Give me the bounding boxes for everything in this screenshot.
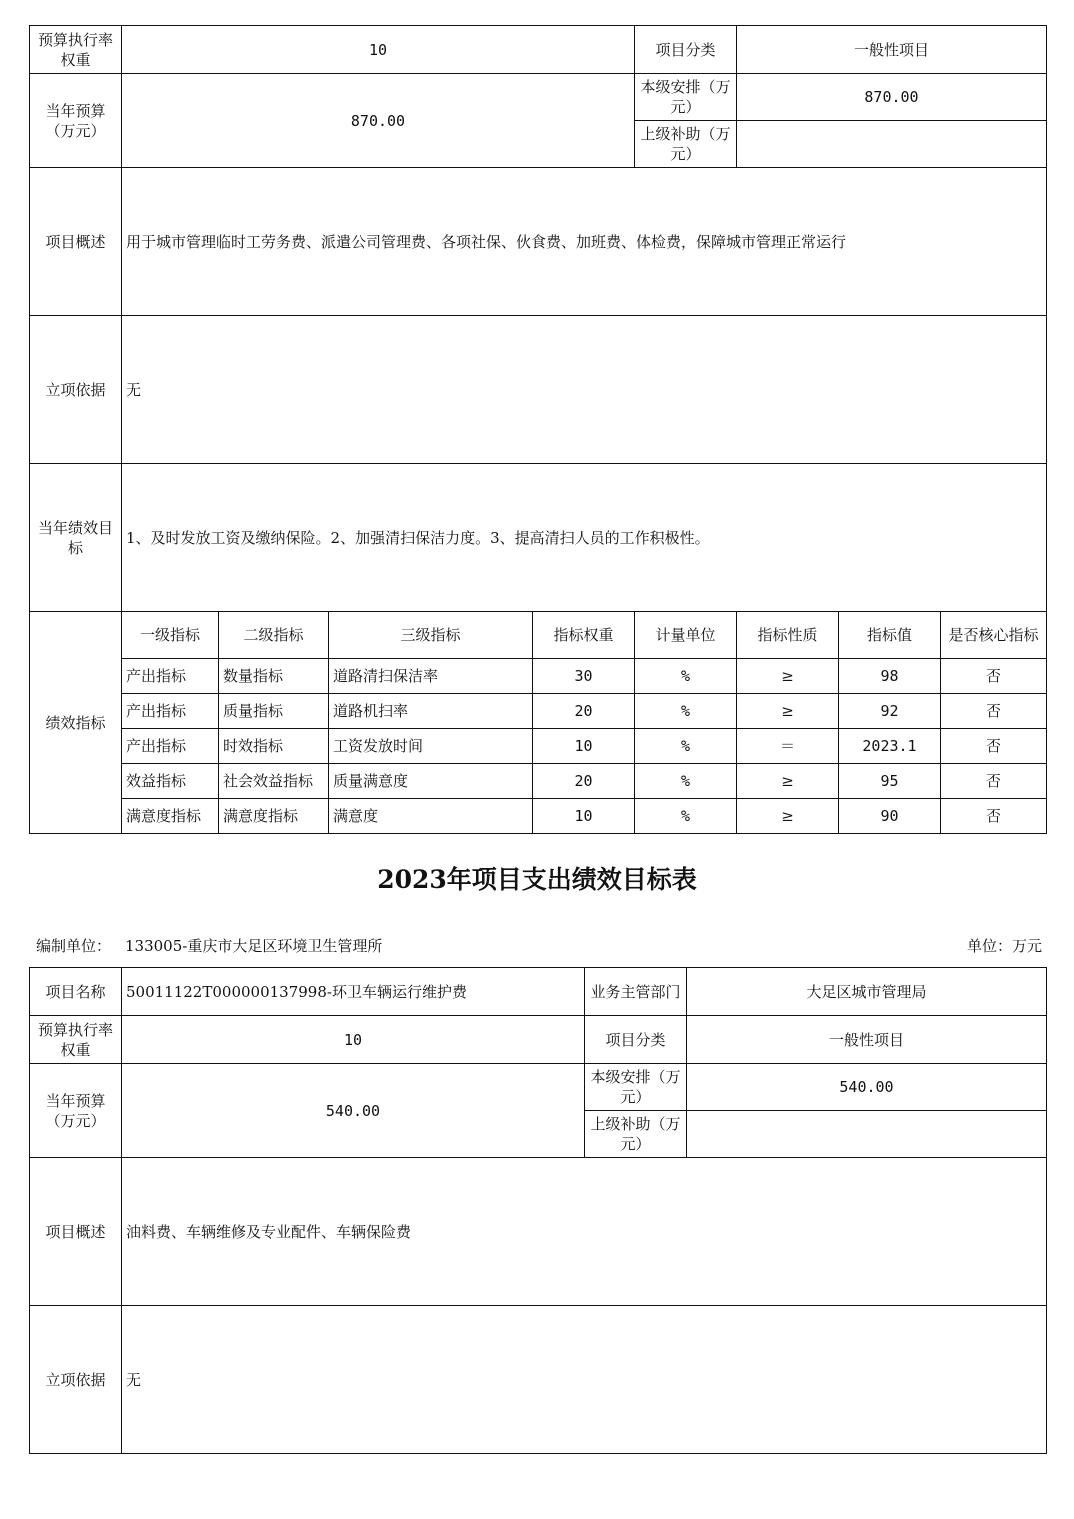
level1-cell: 效益指标 [122, 764, 219, 799]
value-cell: 98 [839, 659, 941, 694]
compiling-unit-label: 编制单位： [36, 937, 112, 955]
upper-label: 上级补助（万元） [585, 1111, 687, 1158]
nature-cell: ≥ [737, 764, 839, 799]
weight-cell: 20 [533, 694, 635, 729]
value-cell: 90 [839, 799, 941, 834]
value-cell: 92 [839, 694, 941, 729]
nature-cell: ≥ [737, 694, 839, 729]
unit-cell: % [635, 659, 737, 694]
header-core: 是否核心指标 [941, 612, 1047, 659]
project-name-value: 50011122T000000137998-环卫车辆运行维护费 [122, 968, 585, 1016]
goal-value: 1、及时发放工资及缴纳保险。2、加强清扫保洁力度。3、提高清扫人员的工作积极性。 [122, 464, 1047, 612]
level2-cell: 质量指标 [219, 694, 329, 729]
basis-value: 无 [122, 316, 1047, 464]
level3-cell: 质量满意度 [329, 764, 533, 799]
level3-cell: 满意度 [329, 799, 533, 834]
header-nature: 指标性质 [737, 612, 839, 659]
indicator-row [30, 659, 1047, 694]
value-cell: 2023.1 [839, 729, 941, 764]
dept-label: 业务主管部门 [585, 968, 687, 1016]
level1-cell: 产出指标 [122, 659, 219, 694]
overview-value: 油料费、车辆维修及专业配件、车辆保险费 [122, 1158, 1047, 1306]
local-value: 540.00 [687, 1064, 1047, 1111]
performance-table-1 [29, 25, 1047, 834]
indicator-row [30, 799, 1047, 834]
core-cell: 否 [941, 799, 1047, 834]
value-cell: 95 [839, 764, 941, 799]
page-title: 2023年项目支出绩效目标表 [377, 865, 697, 894]
budget-label: 当年预算（万元） [30, 74, 122, 168]
basis-label: 立项依据 [30, 1306, 122, 1454]
indicator-row [30, 694, 1047, 729]
dept-value: 大足区城市管理局 [687, 968, 1047, 1016]
weight-cell: 10 [533, 799, 635, 834]
nature-cell: ≥ [737, 799, 839, 834]
header-value: 指标值 [839, 612, 941, 659]
basis-value: 无 [122, 1306, 1047, 1454]
local-label: 本级安排（万元） [585, 1064, 687, 1111]
category-value: 一般性项目 [687, 1016, 1047, 1064]
category-value: 一般性项目 [737, 26, 1047, 74]
indicator-row [30, 764, 1047, 799]
compiling-unit-value: 133005-重庆市大足区环境卫生管理所 [125, 937, 383, 955]
core-cell: 否 [941, 659, 1047, 694]
basis-label: 立项依据 [30, 316, 122, 464]
weight-label: 预算执行率权重 [30, 26, 122, 74]
unit-cell: % [635, 729, 737, 764]
core-cell: 否 [941, 729, 1047, 764]
weight-cell: 30 [533, 659, 635, 694]
upper-label: 上级补助（万元） [635, 121, 737, 168]
currency-unit: 单位：万元 [966, 937, 1042, 955]
unit-cell: % [635, 764, 737, 799]
budget-value: 870.00 [122, 74, 635, 168]
category-label: 项目分类 [635, 26, 737, 74]
header-level2: 二级指标 [219, 612, 329, 659]
project-name-label: 项目名称 [30, 968, 122, 1016]
upper-value [687, 1111, 1047, 1158]
unit-cell: % [635, 799, 737, 834]
weight-cell: 10 [533, 729, 635, 764]
level3-cell: 道路机扫率 [329, 694, 533, 729]
level1-cell: 满意度指标 [122, 799, 219, 834]
nature-cell: ≥ [737, 659, 839, 694]
core-cell: 否 [941, 694, 1047, 729]
overview-value: 用于城市管理临时工劳务费、派遣公司管理费、各项社保、伙食费、加班费、体检费，保障城市管理正常运行 [122, 168, 1047, 316]
level2-cell: 时效指标 [219, 729, 329, 764]
category-label: 项目分类 [585, 1016, 687, 1064]
indicators-label: 绩效指标 [30, 612, 122, 834]
overview-label: 项目概述 [30, 168, 122, 316]
local-value: 870.00 [737, 74, 1047, 121]
weight-value: 10 [122, 1016, 585, 1064]
level3-cell: 道路清扫保洁率 [329, 659, 533, 694]
header-unit: 计量单位 [635, 612, 737, 659]
header-level3: 三级指标 [329, 612, 533, 659]
unit-cell: % [635, 694, 737, 729]
overview-label: 项目概述 [30, 1158, 122, 1306]
core-cell: 否 [941, 764, 1047, 799]
performance-table-2 [29, 967, 1047, 1454]
level2-cell: 满意度指标 [219, 799, 329, 834]
weight-value: 10 [122, 26, 635, 74]
header-weight: 指标权重 [533, 612, 635, 659]
level2-cell: 社会效益指标 [219, 764, 329, 799]
indicator-row [30, 729, 1047, 764]
budget-value: 540.00 [122, 1064, 585, 1158]
weight-cell: 20 [533, 764, 635, 799]
goal-label: 当年绩效目标 [30, 464, 122, 612]
level2-cell: 数量指标 [219, 659, 329, 694]
level1-cell: 产出指标 [122, 729, 219, 764]
weight-label: 预算执行率权重 [30, 1016, 122, 1064]
level3-cell: 工资发放时间 [329, 729, 533, 764]
upper-value [737, 121, 1047, 168]
local-label: 本级安排（万元） [635, 74, 737, 121]
level1-cell: 产出指标 [122, 694, 219, 729]
budget-label: 当年预算（万元） [30, 1064, 122, 1158]
nature-cell: ＝ [737, 729, 839, 764]
header-level1: 一级指标 [122, 612, 219, 659]
